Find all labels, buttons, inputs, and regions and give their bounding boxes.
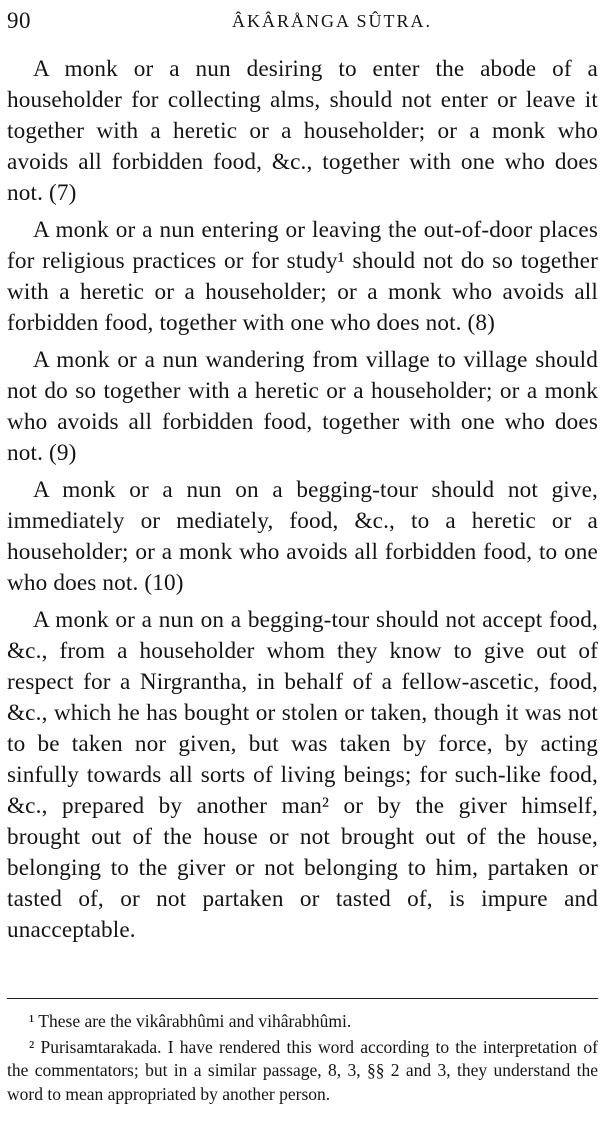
footnotes xyxy=(7,1010,598,1108)
footnote-divider xyxy=(7,998,598,999)
footnote-1: ¹ These are the vikârabhûmi and vihârabhûmi. xyxy=(29,1011,352,1031)
page-header xyxy=(7,4,592,38)
page-number: 90 xyxy=(7,8,31,33)
paragraph-9: A monk or a nun wandering from village to village should not do so together with a heretic or a householder; or a monk who avoids all forbidden food, together with one who does not. (9) xyxy=(7,347,598,466)
paragraph-7: A monk or a nun desiring to enter the abode of a householder for collecting alms, should not enter or leave it together with a heretic or a householder; or a monk who avoids all forbidden food, &c., together with one who does not. (7) xyxy=(7,56,598,206)
paragraph-11: A monk or a nun on a begging-tour should not accept food, &c., from a householder whom they know to give out of respect for a Nirgrantha, in behalf of a fellow-ascetic, food, &c., which he has bought or stolen or taken, though it was not to be taken nor given, but was taken by force, by acting sinfully towards all sorts of living beings; for such-like food, &c., prepared by another man² or by the giver himself, brought out of the house or not brought out of the house, belonging to the giver or not belonging to him, partaken or tasted of, or not partaken or tasted of, is impure and unacceptable. xyxy=(7,607,598,943)
footnote-2: ² Purisamtarakada. I have rendered this word according to the interpretation of the commentators; but in a similar passage, 8, 3, §§ 2 and 3, they understand the word to mean appropriated by another person. xyxy=(7,1036,598,1104)
running-title: ÂKÂRÅNGA SÛTRA. xyxy=(231,10,432,31)
paragraph-8: A monk or a nun entering or leaving the out-of-door places for religious practices or for study¹ should not do so together with a heretic or a householder; or a monk who avoids all forbidden food, together with one who does not. (8) xyxy=(7,217,598,336)
main-text xyxy=(7,54,598,946)
paragraph-10: A monk or a nun on a begging-tour should not give, immediately or mediately, food, &c., to a heretic or a householder; or a monk who avoids all forbidden food, to one who does not. (10) xyxy=(7,477,598,596)
